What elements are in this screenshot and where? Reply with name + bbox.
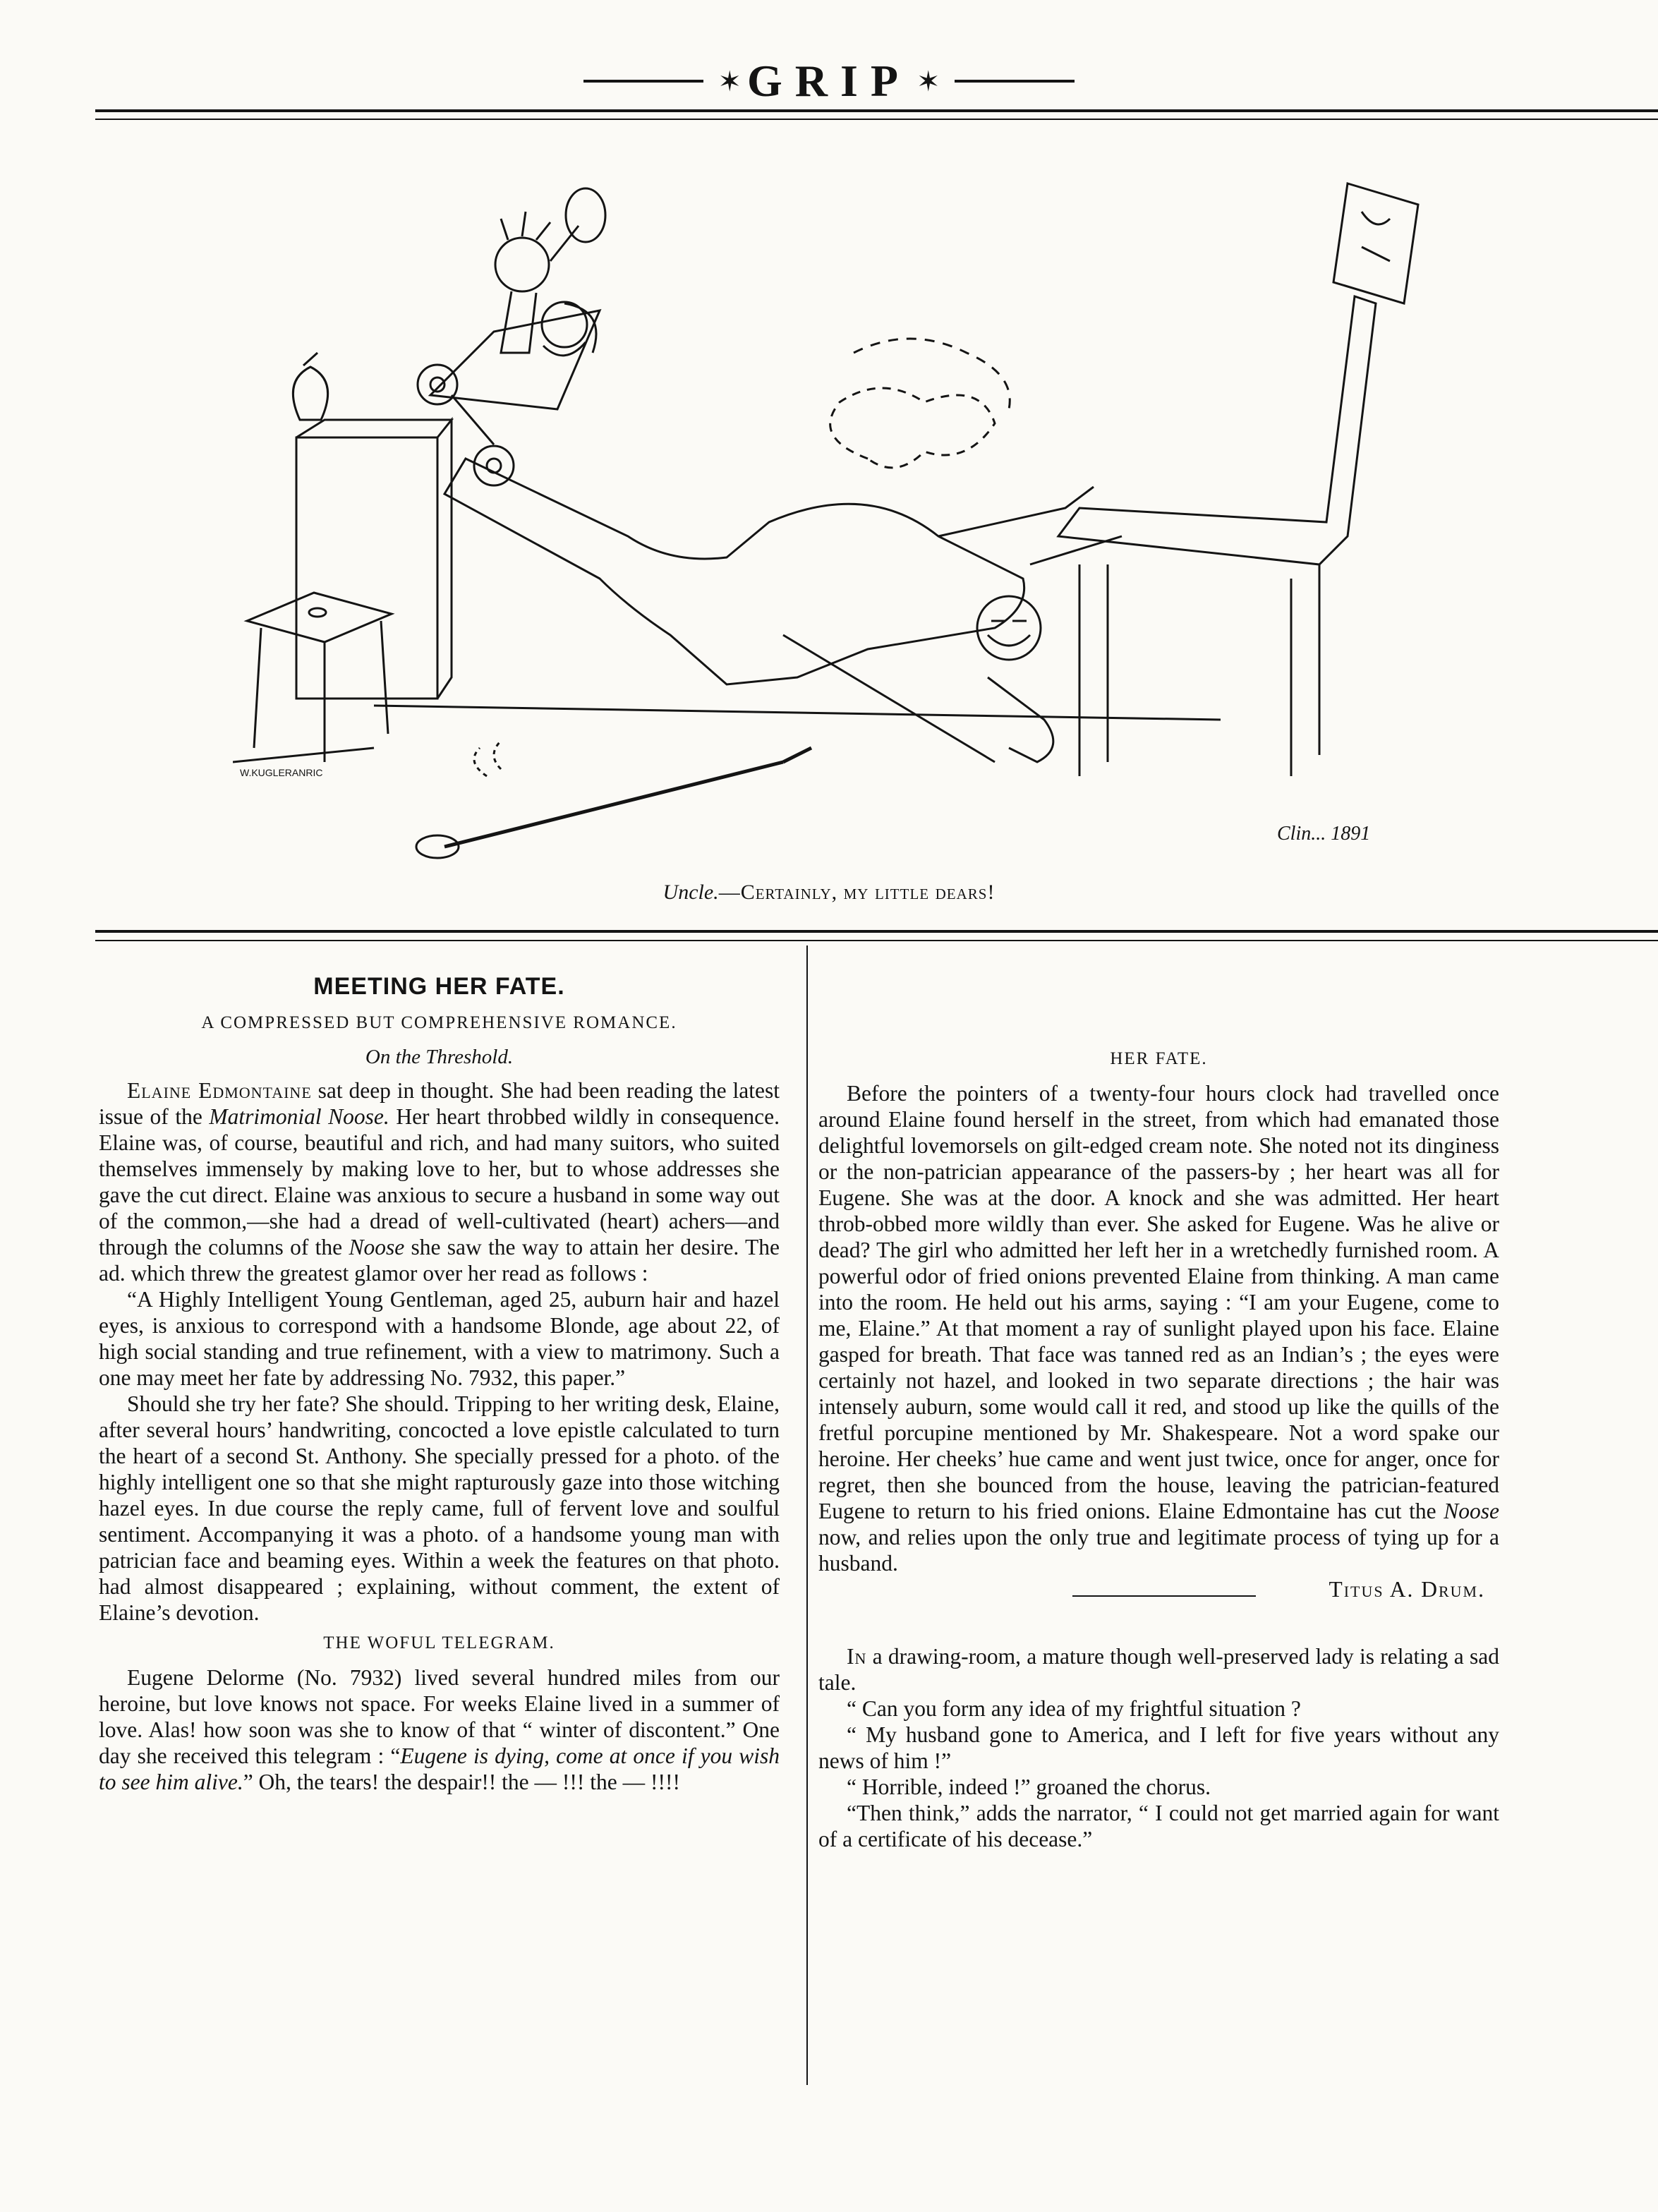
advertisement-quote: “A Highly Intelligent Young Gentleman, aged 25, auburn hair and hazel eyes, is anxious to correspond with a handsome Blonde, age about 22, of high social standing and true refinement, with a view to matrimony. Such a one may meet her fate by addressing No. 7932, this paper.” — [99, 1287, 780, 1390]
story-column-left — [99, 974, 780, 1795]
star-ornament-icon: ✶ — [916, 65, 940, 97]
header-rule — [95, 109, 1658, 112]
author-signature: Titus A. Drum. — [1329, 1577, 1485, 1602]
section-heading: THE WOFUL TELEGRAM. — [323, 1633, 555, 1652]
cane — [444, 748, 811, 847]
story-paragraph: Eugene Delorme (No. 7932) lived several hundred miles from our heroine, but love knows not space. For weeks Elaine lived in a summer of love. Alas! how soon was she to know of that “ winter of discontent.” One day she received this telegram : “Eugene is dying, come at once if you wish to see him alive.” Oh, the tears! the despair!! the — !!! the — !!!! — [99, 1665, 780, 1794]
anecdote-paragraph: “ Horrible, indeed !” groaned the chorus. — [847, 1775, 1211, 1799]
star-ornament-icon: ✶ — [718, 65, 742, 97]
anecdote-paragraph: “ My husband gone to America, and I left for five years without any news of him !” — [818, 1722, 1499, 1773]
illustration-caption — [0, 881, 1658, 905]
section-heading: On the Threshold. — [365, 1046, 514, 1068]
story-paragraph: Elaine Edmontaine sat deep in thought. She had been reading the latest issue of the Matrimonial Noose. Her heart throbbed wildly in consequence. Elaine was, of course, beautiful and rich, and had many suitors, who suited themselves immensely by making love to her, but to whose addresses she gave the cut direct. Elaine was anxious to secure a husband in some way out of the common,—she had a dread of well-cultivated (heart) achers—and through the columns of the Noose she saw the way to attain her desire. The ad. which threw the greatest glamor over her read as follows : — [99, 1078, 780, 1286]
moneybag — [293, 353, 327, 420]
story-column-right-content — [818, 974, 1499, 1852]
masthead-rule-right — [955, 80, 1075, 83]
anecdote-paragraph: In a drawing-room, a mature though well-preserved lady is relating a sad tale. — [818, 1644, 1499, 1695]
pram — [418, 303, 600, 485]
masthead-title: GRIP — [747, 56, 911, 106]
story-title: MEETING HER FATE. — [313, 973, 565, 1000]
artist-signature: Clin... 1891 — [1277, 823, 1371, 845]
masthead — [0, 49, 1658, 113]
caption-rule — [95, 930, 1658, 933]
engraver-mark: W.KUGLERANRIC — [240, 767, 323, 778]
baby-figure — [542, 302, 587, 356]
smoke — [830, 388, 995, 468]
caption-text: —Certainly, my little dears! — [718, 881, 996, 904]
caption-rule-thin — [95, 940, 1658, 941]
section-heading: HER FATE. — [1110, 1049, 1208, 1068]
masthead-rule-left — [583, 80, 703, 83]
anecdote-paragraph: “Then think,” adds the narrator, “ I could not get married again for want of a certificate of his decease.” — [818, 1801, 1499, 1851]
story-paragraph: Before the pointers of a twenty-four hours clock had travelled once around Elaine found herself in the street, from which had emanated those delightful lovemorsels on gilt-edged cream note. She noted not its dinginess or the non-patrician appearance of the passers-by ; her heart was all for Eugene. She was at the door. A knock and she was admitted. Her heart throb-obbed more wildly than ever. She asked for Eugene. Was he alive or dead? The girl who admitted her left her in a wretchedly furnished room. A powerful odor of fried onions prevented Elaine from thinking. A man came into the room. He held out his arms, saying : “I am your Eugene, come to me, Elaine.” At that moment a ray of sunlight played upon his face. Elaine gasped for breath. That face was tanned red as an Indian’s ; the eyes were certainly not hazel, and looked in two separate directions ; the hair was intensely auburn, some would call it red, and stood up like the quills of the fretful porcupine mentioned by Mr. Shakespeare. Not a word spake our heroine. Her cheeks’ hue came and went just twice, once for anger, once for regret, then she bounced from the house, leaving the patrician-featured Eugene to return to his fried onions. Elaine Edmontaine has cut the Noose now, and relies upon the only true and legitimate process of tying up for a husband. — [818, 1081, 1499, 1576]
story-subtitle: A COMPRESSED BUT COMPREHENSIVE ROMANCE. — [201, 1013, 677, 1032]
cabinet — [296, 437, 437, 699]
anecdote-paragraph: “ Can you form any idea of my frightful situation ? — [847, 1696, 1301, 1721]
cartoon-illustration — [233, 141, 1453, 882]
chair — [1058, 183, 1418, 776]
column-divider — [806, 945, 808, 2085]
continued-telegram-space — [818, 974, 1499, 1041]
caption-speaker: Uncle. — [662, 881, 719, 904]
story-paragraph: Should she try her fate? She should. Tripping to her writing desk, Elaine, after several hours’ handwriting, concocted a love epistle calculated to turn the heart of a second St. Anthony. She specially pressed for a photo. of the highly intelligent one so that she might rapturously gaze into those witching hazel eyes. In due course the reply came, full of fervent love and soulful sentiment. Accompanying it was a photo. of a handsome young man with patrician face and beaming eyes. Within a week the features on that photo. had almost disappeared ; explaining, without comment, the extent of Elaine’s devotion. — [99, 1391, 780, 1625]
header-rule-thin — [95, 119, 1658, 120]
